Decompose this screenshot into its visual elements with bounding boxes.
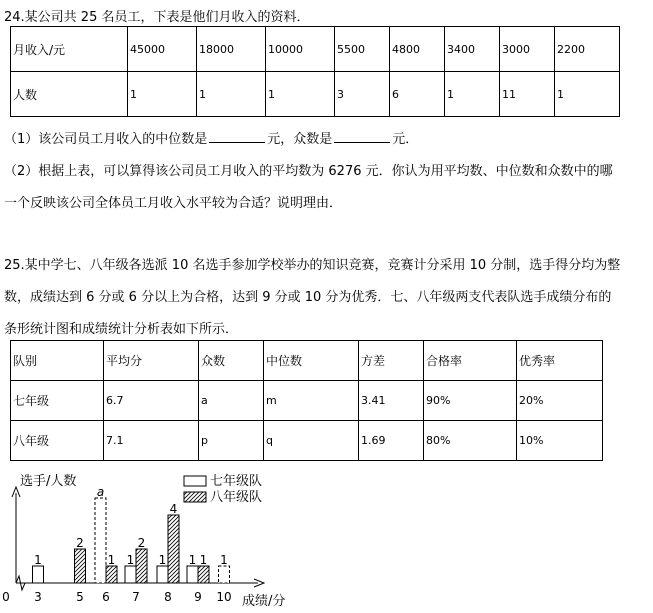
table-cell: 七年级 bbox=[11, 381, 104, 421]
table-cell: 11 bbox=[500, 72, 555, 117]
table-cell: 3.41 bbox=[359, 381, 424, 421]
table-cell: 90% bbox=[424, 381, 517, 421]
table-cell: 3 bbox=[335, 72, 390, 117]
bar-grade8 bbox=[198, 566, 209, 583]
table-row bbox=[11, 72, 620, 117]
table-cell: m bbox=[264, 381, 359, 421]
q24-part1-text: 元，众数是 bbox=[267, 132, 333, 147]
x-tick-label: 5 bbox=[76, 590, 84, 604]
q24-part1-text: （1）该公司员工月收入的中位数是 bbox=[4, 132, 208, 147]
legend-label-grade7: 七年级队 bbox=[210, 474, 263, 489]
table-cell: 1 bbox=[197, 72, 266, 117]
table-cell: 3000 bbox=[500, 27, 555, 72]
bar-data-label: a bbox=[96, 485, 105, 499]
table-cell: 20% bbox=[517, 381, 603, 421]
legend-label-grade8: 八年级队 bbox=[210, 490, 263, 505]
bar-grade7 bbox=[157, 566, 168, 583]
bar-grade7 bbox=[125, 566, 136, 583]
table-cell: 18000 bbox=[197, 27, 266, 72]
answer-blank-mode[interactable] bbox=[334, 130, 390, 143]
bar-data-label: 1 bbox=[34, 553, 42, 567]
bar-data-label: 2 bbox=[76, 536, 84, 550]
x-tick-label: 8 bbox=[164, 590, 172, 604]
bar-data-label: 1 bbox=[199, 553, 208, 567]
table-cell: 45000 bbox=[128, 27, 197, 72]
x-tick-label: 7 bbox=[132, 590, 140, 604]
x-axis-label: 成绩/分 bbox=[242, 594, 286, 609]
table-cell: 10% bbox=[517, 421, 603, 461]
bar-data-label: 1 bbox=[158, 553, 167, 567]
bar-data-label: 2 bbox=[137, 536, 146, 550]
bar-grade7 bbox=[95, 498, 106, 583]
table-cell: q bbox=[264, 421, 359, 461]
table-cell: 80% bbox=[424, 421, 517, 461]
table-cell: 1 bbox=[128, 72, 197, 117]
x-tick-label: 6 bbox=[102, 590, 110, 604]
table-cell: 6 bbox=[390, 72, 445, 117]
bar-grade7 bbox=[219, 566, 230, 583]
table-cell: 5500 bbox=[335, 27, 390, 72]
q24-part2-line2: 一个反映该公司全体员工月收入水平较为合适？说明理由． bbox=[4, 196, 343, 211]
table-row bbox=[11, 381, 603, 421]
table-cell: 月收入/元 bbox=[11, 27, 128, 72]
table-cell: 队别 bbox=[11, 341, 104, 381]
table-cell: 1 bbox=[445, 72, 500, 117]
q25-line1: 25.某中学七、八年级各选派 10 名选手参加学校举办的知识竞赛，竞赛计分采用 10 分制，选手得分均为整 bbox=[4, 258, 621, 273]
legend-swatch-grade8 bbox=[184, 492, 206, 502]
x-tick-label: 3 bbox=[34, 590, 42, 604]
y-axis-label: 选手/人数 bbox=[20, 474, 77, 489]
x-tick-label: 9 bbox=[194, 590, 202, 604]
bar-data-label: 4 bbox=[169, 502, 178, 516]
q24-part1-text: 元． bbox=[392, 132, 419, 147]
table-row bbox=[11, 341, 603, 381]
bar-data-label: 1 bbox=[107, 553, 116, 567]
table-cell: 3400 bbox=[445, 27, 500, 72]
table-cell: p bbox=[199, 421, 264, 461]
q24-part2-line1: （2）根据上表，可以算得该公司员工月收入的平均数为 6276 元．你认为用平均数、中位数和众数中的哪 bbox=[4, 164, 613, 179]
table-cell: 6.7 bbox=[104, 381, 199, 421]
table-cell: 7.1 bbox=[104, 421, 199, 461]
bar-grade8 bbox=[136, 549, 147, 583]
bar-data-label: 1 bbox=[220, 553, 228, 567]
bar-data-label: 1 bbox=[188, 553, 197, 567]
table-cell: 方差 bbox=[359, 341, 424, 381]
table-cell: 优秀率 bbox=[517, 341, 603, 381]
answer-blank-median[interactable] bbox=[209, 130, 265, 143]
table-cell: 1 bbox=[555, 72, 620, 117]
table-cell: a bbox=[199, 381, 264, 421]
table-row bbox=[11, 27, 620, 72]
score-analysis-table bbox=[10, 340, 603, 461]
q24-part1 bbox=[4, 128, 418, 147]
bar-grade8 bbox=[75, 549, 86, 583]
table-cell: 中位数 bbox=[264, 341, 359, 381]
table-cell: 人数 bbox=[11, 72, 128, 117]
table-cell: 2200 bbox=[555, 27, 620, 72]
table-cell: 10000 bbox=[266, 27, 335, 72]
q25-line3: 条形统计图和成绩统计分析表如下所示． bbox=[4, 322, 239, 337]
bar-grade8 bbox=[168, 515, 179, 583]
bar-grade7 bbox=[33, 566, 44, 583]
table-cell: 1 bbox=[266, 72, 335, 117]
q24-title: 24.某公司共 25 名员工，下表是他们月收入的资料． bbox=[4, 10, 310, 25]
x-tick-label: 10 bbox=[216, 590, 232, 604]
table-cell: 1.69 bbox=[359, 421, 424, 461]
bar-grade8 bbox=[106, 566, 117, 583]
table-cell: 八年级 bbox=[11, 421, 104, 461]
bar-grade7 bbox=[187, 566, 198, 583]
income-table bbox=[10, 26, 620, 117]
table-cell: 平均分 bbox=[104, 341, 199, 381]
table-cell: 4800 bbox=[390, 27, 445, 72]
table-cell: 合格率 bbox=[424, 341, 517, 381]
score-bar-chart bbox=[0, 463, 653, 613]
q25-line2: 数，成绩达到 6 分或 6 分以上为合格，达到 9 分或 10 分为优秀．七、八年级两支代表队选手成绩分布的 bbox=[4, 290, 612, 305]
origin-label: 0 bbox=[2, 590, 10, 604]
legend-swatch-grade7 bbox=[184, 476, 206, 486]
table-row bbox=[11, 421, 603, 461]
bar-data-label: 1 bbox=[126, 553, 135, 567]
table-cell: 众数 bbox=[199, 341, 264, 381]
